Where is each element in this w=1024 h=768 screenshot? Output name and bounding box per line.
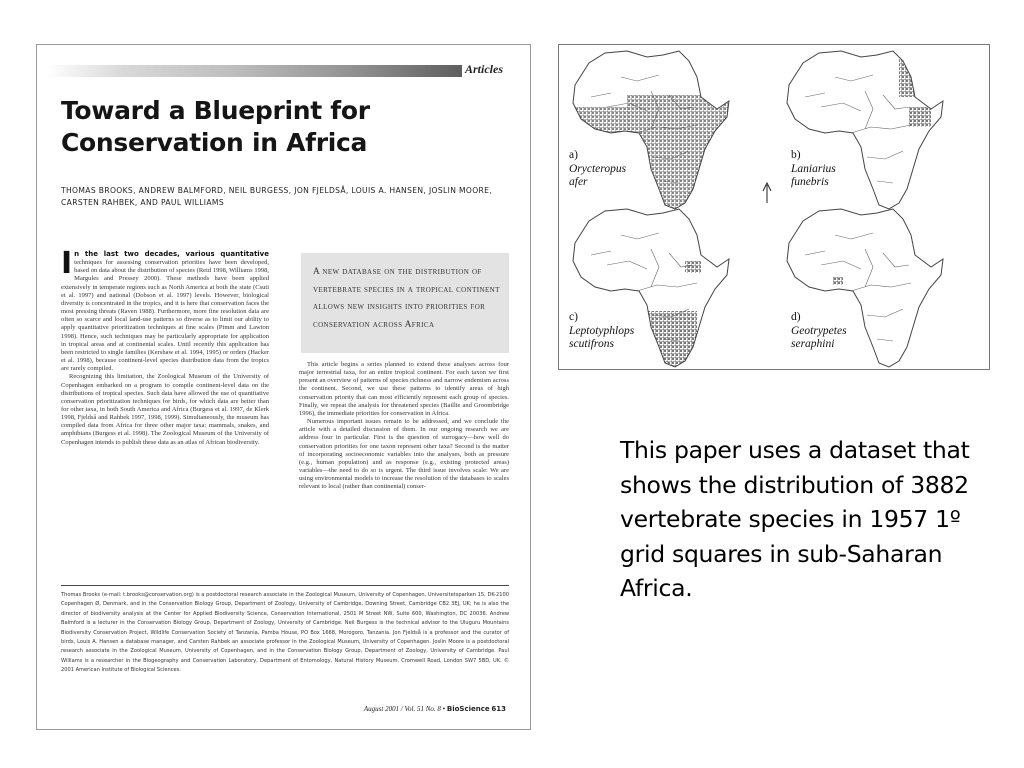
paper-title: Toward a Blueprint for Conservation in Africa — [61, 96, 370, 157]
pull-quote-text: A new database on the distribution of vertebrate species in a tropical continent allows new insights into priorities for conservation across Africa — [313, 267, 500, 330]
paper-page-image — [36, 44, 531, 730]
species-name: afer — [569, 176, 588, 188]
north-arrow-icon — [763, 183, 771, 203]
footer-bullet: • — [442, 705, 446, 713]
author-footnote: Thomas Brooks (e-mail: t.brooks@conservation.org) is a postdoctoral research associate in the Zoological Museum, University of Copenhagen, Universitetsparken 15, DK-2100 Copenhagen Ø, Denmark, and in the Conservation Biology Group, Department of Zoology, University of Cambridge, Downing Street, Cambridge CB2 3EJ, UK; he is also the director of biodiversity analysis at the Center for Applied Biodiversity Science, Conservation International, 2501 M Street NW, Suite 600, Washington, DC 20036. Andrew Balmford is a lecturer in the Conservation Biology Group, Department of Zoology, University of Cambridge. Neil Burgess is the technical advisor to the Uluguru Mountains Biodiversity Conservation Project, Wildlife Conservation Society of Tanzania, Pamba House, PO Box 1668, Morogoro, Tanzania. Jon Fjeldså is a professor and the curator of birds, Louis A. Hansen a database manager, and Carsten Rahbek an associate professor in the Zoological Museum, University of Copenhagen. Joslin Moore is a postdoctoral research associate in the Zoological Museum, University of Copenhagen, and in the Conservation Biology Group, Department of Zoology, University of Cambridge. Paul Williams is a researcher in the Biogeography and Conservation Laboratory, Department of Entomology, Natural History Museum, Cromwell Road, London SW7 5BD, UK. © 2001 American Institute of Biological Sciences. — [61, 592, 509, 674]
paragraph — [61, 246, 269, 373]
header-gradient-bar — [47, 65, 462, 77]
map-label-c — [569, 311, 634, 352]
species-name: Laniarius — [791, 162, 836, 175]
species-name: Leptotyphlops — [569, 324, 635, 337]
drop-cap: I — [61, 246, 73, 281]
map-letter: d) — [791, 311, 801, 323]
journal-name: BioScience — [446, 705, 490, 713]
paragraph: Recognizing this limitation, the Zoological Museum of the University of Copenhagen embarked on a program to compile continent-level data on the distributions of tropical species. Such data have allowed the use of quantitative conservation prioritization techniques for birds, for which data are better than for other taxa, in both South America and Africa (Burgess et al. 1997, de Klerk 1998, Fjeldså and Rahbek 1997, 1998, 1999). Simultaneously, the museum has compiled data from Africa for three other major taxa: mammals, snakes, and amphibians (Burgess et al. 1998). The Zoological Museum of the University of Copenhagen intends to publish these data as an atlas of African biodiversity. — [61, 373, 269, 446]
right-column — [299, 361, 509, 492]
map-letter: a) — [569, 149, 578, 161]
paper-authors: THOMAS BROOKS, ANDREW BALMFORD, NEIL BURGESS, JON FJELDSÅ, LOUIS A. HANSEN, JOSLIN MOORE, CARSTEN RAHBEK, AND PAUL WILLIAMS — [61, 186, 493, 207]
map-label-b — [791, 149, 836, 190]
species-name: funebris — [791, 176, 829, 188]
species-name: scutifrons — [569, 338, 614, 350]
body-text: techniques for assessing conservation priorities have been developed, based on data about the distribution of species (Reid 1998, Williams 1998, Margules and Pressey 2000). These methods have been applied extensively in temperate regions such as North America at both the state (Csuti et al. 1997) and national (Dobson et al. 1997) levels. However, biological diversity is concentrated in the tropics, and it is here that conservation faces the most pressing threats (Raven 1988). Furthermore, more fine resolution data are often so scarce and local land-use patterns so diverse as to limit our ability to apply quantitative prioritization techniques at fine scales (Pimm and Lawton 1998). Hence, such techniques may be particularly appropriate for application in tropical areas and at continental scales. Until recently this application has been restricted to single families (Kershaw et al. 1994, 1995) or orders (Hacker et al. 1998), because continent-level species distribution data from the tropics are rarely compiled. — [61, 259, 269, 373]
footnote-rule — [61, 585, 509, 586]
lead-text: n the last two decades, various quantitative — [74, 250, 269, 258]
left-column — [61, 246, 269, 447]
map-letter: b) — [791, 149, 801, 161]
species-name: Geotrypetes — [791, 324, 847, 337]
map-a — [567, 51, 737, 215]
paragraph: Numerous important issues remain to be addressed, and we conclude the article with a detailed discussion of them. In our ongoing research we are address four in particular. First is the question of surrogacy—how well do conservation priorities for one taxon represent other taxa? Second is the matter of incorporating socioeconomic variables into the analyses, both as pressure (e.g., human population) and as response (e.g., existing protected areas) variables—the need to do so is urgent. The third issue involves scale: We are using environmental models to increase the resolution of the databases to scales relevant to local (rather than continental) conser- — [299, 418, 509, 491]
slide-body-text: This paper uses a dataset that shows the distribution of 3882 vertebrate species in 1957 1º grid squares in sub-Saharan Africa. — [620, 436, 970, 602]
page-footer — [364, 705, 506, 713]
map-letter: c) — [569, 311, 578, 323]
issue-info: August 2001 / Vol. 51 No. 8 — [363, 705, 441, 713]
species-name: Orycteropus — [569, 162, 627, 175]
species-name: seraphini — [791, 338, 835, 350]
paragraph: This article begins a series planned to extend these analyses across four major terrestrial taxa, for an entire tropical continent. For each taxon we first present an overview of patterns of species richness and narrow endemism across the continent. Second, we use these patterns to identify areas of high conservation priority that can most efficiently represent each group of species. Finally, we repeat the analysis for threatened species (Baillie and Groombridge 1996), the immediate priorities for conservation in Africa. — [299, 361, 509, 417]
distribution-maps-figure — [558, 44, 990, 370]
map-label-d — [791, 311, 847, 352]
section-label: Articles — [465, 62, 503, 76]
pull-quote-box — [301, 253, 509, 353]
page-number: 613 — [491, 705, 506, 713]
map-label-a — [569, 149, 626, 190]
